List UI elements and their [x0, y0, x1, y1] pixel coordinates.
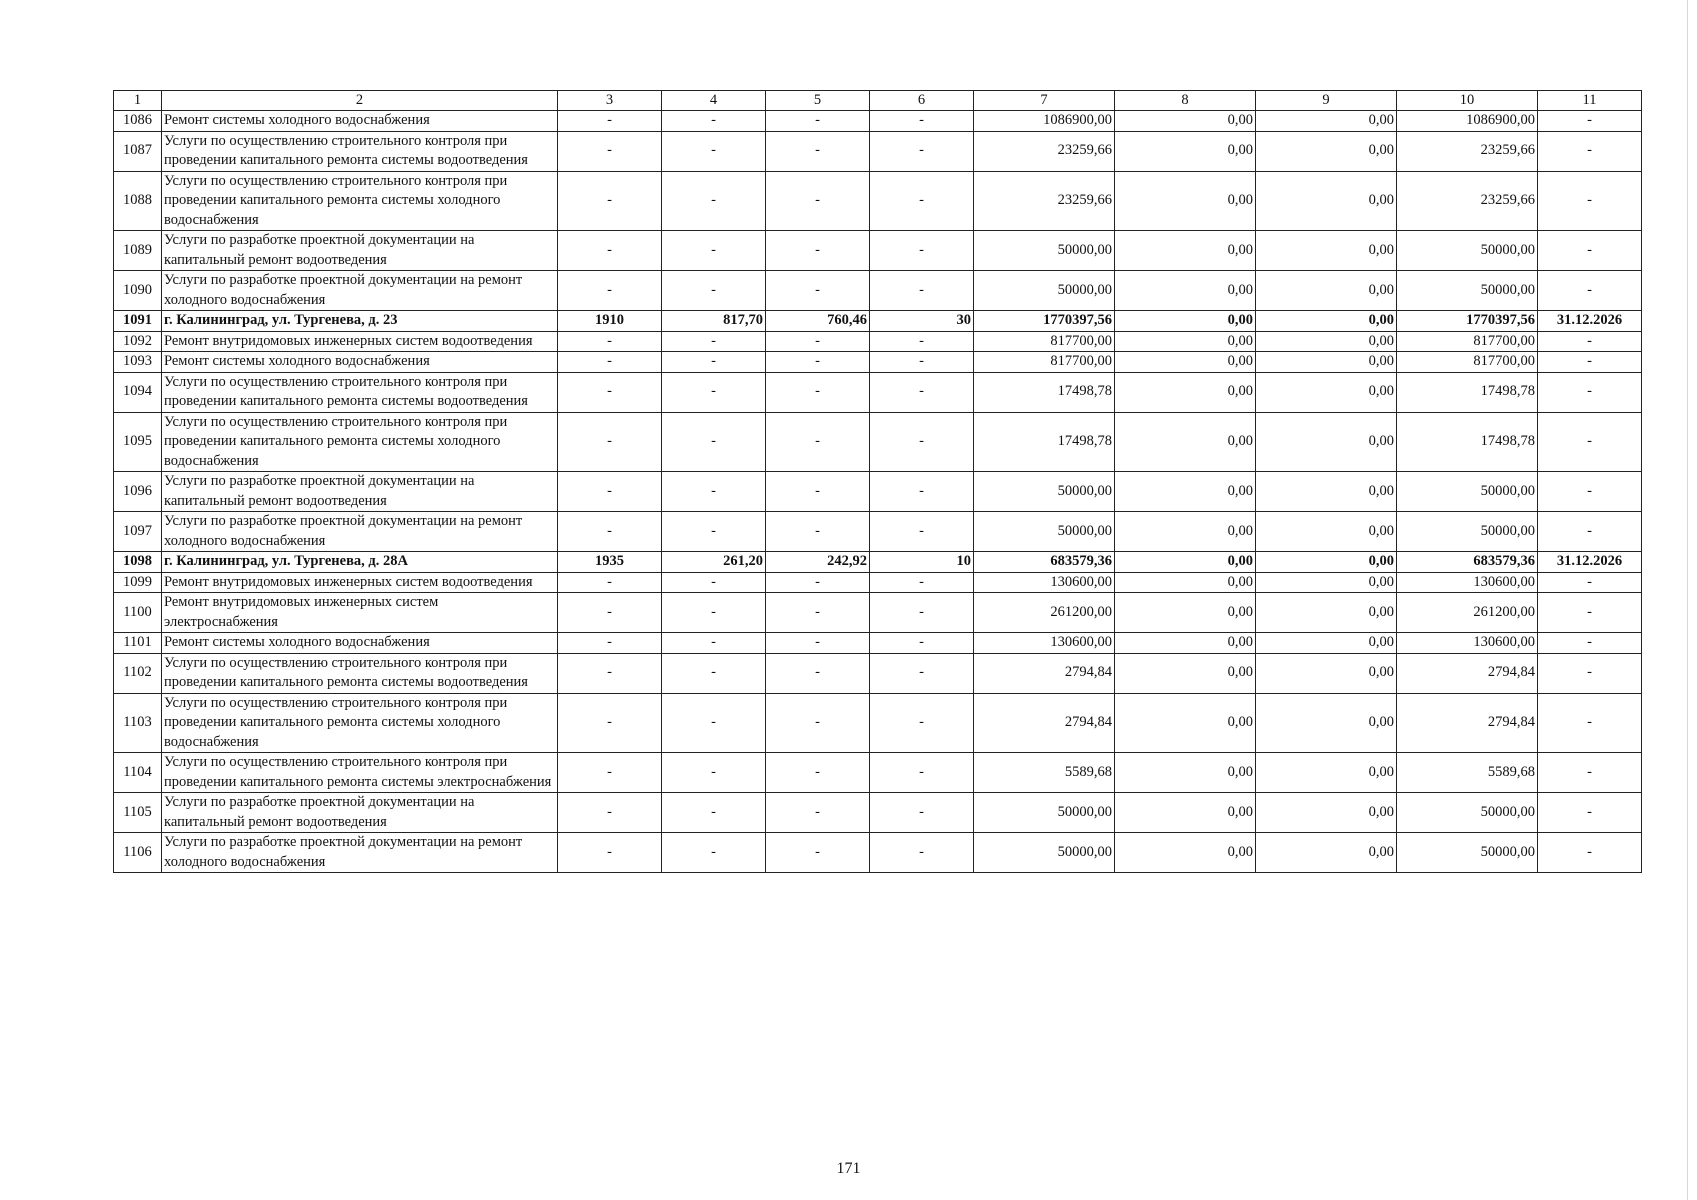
col10-amount: 130600,00 [1397, 572, 1538, 593]
col4-value: - [662, 753, 766, 793]
col6-value: - [870, 131, 974, 171]
row-number: 1096 [114, 472, 162, 512]
work-description: Услуги по разработке проектной документации на ремонт холодного водоснабжения [162, 833, 558, 873]
col5-value: - [766, 693, 870, 753]
col5-value: - [766, 512, 870, 552]
col5-value: - [766, 372, 870, 412]
col8-amount: 0,00 [1115, 833, 1256, 873]
table-row [114, 753, 1642, 793]
col4-value: - [662, 572, 766, 593]
col11-deadline: - [1538, 753, 1642, 793]
col4-value: - [662, 331, 766, 352]
work-description: Услуги по разработке проектной документации на капитальный ремонт водоотведения [162, 472, 558, 512]
work-description: Ремонт системы холодного водоснабжения [162, 633, 558, 654]
col8-amount: 0,00 [1115, 572, 1256, 593]
col7-amount: 683579,36 [974, 552, 1115, 573]
col10-amount: 5589,68 [1397, 753, 1538, 793]
col3-value: - [558, 111, 662, 132]
col5-value: - [766, 653, 870, 693]
col4-value: - [662, 693, 766, 753]
col5-value: - [766, 572, 870, 593]
col10-amount: 23259,66 [1397, 171, 1538, 231]
work-description: Услуги по осуществлению строительного контроля при проведении капитального ремонта системы водоотведения [162, 131, 558, 171]
col6-value: - [870, 633, 974, 654]
col11-deadline: - [1538, 271, 1642, 311]
col4-value: - [662, 231, 766, 271]
col5-value: - [766, 472, 870, 512]
col8-amount: 0,00 [1115, 271, 1256, 311]
col11-deadline: - [1538, 512, 1642, 552]
col11-deadline: - [1538, 331, 1642, 352]
col6-value: - [870, 231, 974, 271]
col3-value: - [558, 412, 662, 472]
col6-value: - [870, 833, 974, 873]
col7-amount: 817700,00 [974, 331, 1115, 352]
col9-amount: 0,00 [1256, 352, 1397, 373]
col11-deadline: - [1538, 472, 1642, 512]
col8-amount: 0,00 [1115, 231, 1256, 271]
col8-amount: 0,00 [1115, 472, 1256, 512]
table-row [114, 372, 1642, 412]
col3-value: - [558, 472, 662, 512]
table-row [114, 653, 1642, 693]
work-description: Услуги по осуществлению строительного контроля при проведении капитального ремонта системы холодного водоснабжения [162, 693, 558, 753]
col5-value: - [766, 171, 870, 231]
col3-value: - [558, 331, 662, 352]
col9-amount: 0,00 [1256, 271, 1397, 311]
table-row [114, 352, 1642, 373]
col11-deadline: - [1538, 412, 1642, 472]
col7-amount: 2794,84 [974, 653, 1115, 693]
row-number: 1097 [114, 512, 162, 552]
col6-value: - [870, 753, 974, 793]
col6-value: - [870, 331, 974, 352]
col9-amount: 0,00 [1256, 171, 1397, 231]
col3-value: - [558, 653, 662, 693]
col9-amount: 0,00 [1256, 833, 1397, 873]
col3-value: - [558, 171, 662, 231]
col10-amount: 50000,00 [1397, 231, 1538, 271]
col11-deadline: - [1538, 352, 1642, 373]
col4-value: - [662, 271, 766, 311]
row-number: 1093 [114, 352, 162, 373]
row-number: 1101 [114, 633, 162, 654]
col11-deadline: 31.12.2026 [1538, 311, 1642, 332]
col10-amount: 23259,66 [1397, 131, 1538, 171]
col7-amount: 5589,68 [974, 753, 1115, 793]
col3-value: - [558, 131, 662, 171]
col3-value: - [558, 512, 662, 552]
col7-amount: 1770397,56 [974, 311, 1115, 332]
work-description: Услуги по осуществлению строительного контроля при проведении капитального ремонта системы водоотведения [162, 653, 558, 693]
col4-value: - [662, 472, 766, 512]
row-number: 1095 [114, 412, 162, 472]
col10-amount: 2794,84 [1397, 653, 1538, 693]
col8-amount: 0,00 [1115, 331, 1256, 352]
row-number: 1100 [114, 593, 162, 633]
col5-value: 242,92 [766, 552, 870, 573]
col7-amount: 1086900,00 [974, 111, 1115, 132]
col8-amount: 0,00 [1115, 352, 1256, 373]
col4-value: - [662, 412, 766, 472]
row-number: 1104 [114, 753, 162, 793]
work-description: Услуги по разработке проектной документации на ремонт холодного водоснабжения [162, 271, 558, 311]
col9-amount: 0,00 [1256, 793, 1397, 833]
col3-value: - [558, 352, 662, 373]
work-description: Ремонт внутридомовых инженерных систем водоотведения [162, 331, 558, 352]
col4-value: - [662, 131, 766, 171]
work-description: Ремонт системы холодного водоснабжения [162, 352, 558, 373]
col10-amount: 261200,00 [1397, 593, 1538, 633]
col9-amount: 0,00 [1256, 693, 1397, 753]
col5-value: - [766, 131, 870, 171]
col11-deadline: - [1538, 572, 1642, 593]
table-row [114, 693, 1642, 753]
column-number-row [114, 91, 1642, 111]
row-number: 1091 [114, 311, 162, 332]
col3-value: - [558, 753, 662, 793]
work-description: Услуги по разработке проектной документации на капитальный ремонт водоотведения [162, 231, 558, 271]
col6-value: - [870, 271, 974, 311]
row-number: 1092 [114, 331, 162, 352]
row-number: 1086 [114, 111, 162, 132]
col7-amount: 130600,00 [974, 572, 1115, 593]
row-number: 1106 [114, 833, 162, 873]
col8-amount: 0,00 [1115, 552, 1256, 573]
col3-value: - [558, 793, 662, 833]
col3-value: - [558, 693, 662, 753]
col5-value: - [766, 833, 870, 873]
col3-value: 1910 [558, 311, 662, 332]
column-header: 11 [1538, 91, 1642, 111]
page-number: 171 [836, 1160, 861, 1177]
column-header: 1 [114, 91, 162, 111]
scan-edge-line [1687, 0, 1688, 1200]
table-row [114, 271, 1642, 311]
table-row [114, 331, 1642, 352]
col7-amount: 50000,00 [974, 793, 1115, 833]
col10-amount: 50000,00 [1397, 793, 1538, 833]
col5-value: - [766, 231, 870, 271]
col11-deadline: - [1538, 653, 1642, 693]
col8-amount: 0,00 [1115, 593, 1256, 633]
col6-value: - [870, 793, 974, 833]
col11-deadline: - [1538, 633, 1642, 654]
col6-value: - [870, 111, 974, 132]
col11-deadline: - [1538, 833, 1642, 873]
col11-deadline: - [1538, 793, 1642, 833]
col7-amount: 261200,00 [974, 593, 1115, 633]
col4-value: - [662, 593, 766, 633]
row-number: 1094 [114, 372, 162, 412]
col9-amount: 0,00 [1256, 512, 1397, 552]
col8-amount: 0,00 [1115, 111, 1256, 132]
col6-value: - [870, 512, 974, 552]
col3-value: - [558, 271, 662, 311]
col6-value: - [870, 653, 974, 693]
col3-value: - [558, 231, 662, 271]
col5-value: - [766, 331, 870, 352]
row-number: 1099 [114, 572, 162, 593]
row-number: 1102 [114, 653, 162, 693]
column-header: 9 [1256, 91, 1397, 111]
col10-amount: 50000,00 [1397, 512, 1538, 552]
work-description: Услуги по осуществлению строительного контроля при проведении капитального ремонта системы электроснабжения [162, 753, 558, 793]
col4-value: - [662, 633, 766, 654]
work-description: Услуги по осуществлению строительного контроля при проведении капитального ремонта системы водоотведения [162, 372, 558, 412]
col9-amount: 0,00 [1256, 633, 1397, 654]
col9-amount: 0,00 [1256, 111, 1397, 132]
table-row [114, 231, 1642, 271]
col7-amount: 50000,00 [974, 271, 1115, 311]
col10-amount: 17498,78 [1397, 372, 1538, 412]
col10-amount: 817700,00 [1397, 331, 1538, 352]
col8-amount: 0,00 [1115, 311, 1256, 332]
col10-amount: 17498,78 [1397, 412, 1538, 472]
col6-value: - [870, 572, 974, 593]
work-description: Услуги по разработке проектной документации на ремонт холодного водоснабжения [162, 512, 558, 552]
col10-amount: 2794,84 [1397, 693, 1538, 753]
col7-amount: 17498,78 [974, 372, 1115, 412]
column-header: 2 [162, 91, 558, 111]
col9-amount: 0,00 [1256, 593, 1397, 633]
col7-amount: 817700,00 [974, 352, 1115, 373]
col4-value: 261,20 [662, 552, 766, 573]
col3-value: - [558, 593, 662, 633]
col10-amount: 1086900,00 [1397, 111, 1538, 132]
col9-amount: 0,00 [1256, 572, 1397, 593]
col9-amount: 0,00 [1256, 372, 1397, 412]
col6-value: - [870, 593, 974, 633]
col9-amount: 0,00 [1256, 653, 1397, 693]
col11-deadline: - [1538, 693, 1642, 753]
col7-amount: 130600,00 [974, 633, 1115, 654]
col3-value: - [558, 572, 662, 593]
col8-amount: 0,00 [1115, 693, 1256, 753]
column-header: 8 [1115, 91, 1256, 111]
row-number: 1105 [114, 793, 162, 833]
col7-amount: 23259,66 [974, 171, 1115, 231]
col10-amount: 130600,00 [1397, 633, 1538, 654]
works-table [113, 90, 1642, 873]
col5-value: - [766, 753, 870, 793]
col8-amount: 0,00 [1115, 633, 1256, 654]
table-row [114, 833, 1642, 873]
table-row [114, 793, 1642, 833]
work-description: г. Калининград, ул. Тургенева, д. 28А [162, 552, 558, 573]
row-number: 1087 [114, 131, 162, 171]
col6-value: - [870, 171, 974, 231]
row-number: 1103 [114, 693, 162, 753]
col9-amount: 0,00 [1256, 311, 1397, 332]
col7-amount: 2794,84 [974, 693, 1115, 753]
col8-amount: 0,00 [1115, 653, 1256, 693]
col3-value: - [558, 372, 662, 412]
col8-amount: 0,00 [1115, 372, 1256, 412]
col11-deadline: - [1538, 111, 1642, 132]
column-header: 5 [766, 91, 870, 111]
table-row [114, 512, 1642, 552]
col10-amount: 50000,00 [1397, 833, 1538, 873]
table-row [114, 412, 1642, 472]
col4-value: 817,70 [662, 311, 766, 332]
col5-value: - [766, 352, 870, 373]
column-header: 6 [870, 91, 974, 111]
col4-value: - [662, 793, 766, 833]
work-description: Ремонт системы холодного водоснабжения [162, 111, 558, 132]
work-description: Услуги по осуществлению строительного контроля при проведении капитального ремонта системы холодного водоснабжения [162, 171, 558, 231]
table-row [114, 633, 1642, 654]
col5-value: - [766, 633, 870, 654]
col9-amount: 0,00 [1256, 472, 1397, 512]
col5-value: - [766, 271, 870, 311]
work-description: г. Калининград, ул. Тургенева, д. 23 [162, 311, 558, 332]
row-number: 1088 [114, 171, 162, 231]
col11-deadline: - [1538, 372, 1642, 412]
col7-amount: 50000,00 [974, 231, 1115, 271]
col9-amount: 0,00 [1256, 331, 1397, 352]
col8-amount: 0,00 [1115, 512, 1256, 552]
column-header: 3 [558, 91, 662, 111]
col7-amount: 50000,00 [974, 833, 1115, 873]
col6-value: - [870, 372, 974, 412]
col6-value: - [870, 472, 974, 512]
col5-value: - [766, 111, 870, 132]
col10-amount: 50000,00 [1397, 472, 1538, 512]
col8-amount: 0,00 [1115, 171, 1256, 231]
col5-value: - [766, 412, 870, 472]
col5-value: 760,46 [766, 311, 870, 332]
work-description: Услуги по разработке проектной документации на капитальный ремонт водоотведения [162, 793, 558, 833]
work-description: Услуги по осуществлению строительного контроля при проведении капитального ремонта системы холодного водоснабжения [162, 412, 558, 472]
col6-value: 10 [870, 552, 974, 573]
col7-amount: 50000,00 [974, 512, 1115, 552]
col6-value: - [870, 412, 974, 472]
col4-value: - [662, 171, 766, 231]
col11-deadline: - [1538, 131, 1642, 171]
col8-amount: 0,00 [1115, 753, 1256, 793]
col8-amount: 0,00 [1115, 131, 1256, 171]
address-row [114, 552, 1642, 573]
table-row [114, 472, 1642, 512]
col4-value: - [662, 833, 766, 873]
col9-amount: 0,00 [1256, 412, 1397, 472]
col10-amount: 683579,36 [1397, 552, 1538, 573]
col4-value: - [662, 352, 766, 373]
table-row [114, 593, 1642, 633]
col4-value: - [662, 653, 766, 693]
table-row [114, 111, 1642, 132]
col6-value: - [870, 352, 974, 373]
work-description: Ремонт внутридомовых инженерных систем водоотведения [162, 572, 558, 593]
col5-value: - [766, 793, 870, 833]
address-row [114, 311, 1642, 332]
col9-amount: 0,00 [1256, 552, 1397, 573]
col11-deadline: - [1538, 231, 1642, 271]
column-header: 7 [974, 91, 1115, 111]
col6-value: 30 [870, 311, 974, 332]
col7-amount: 50000,00 [974, 472, 1115, 512]
col11-deadline: - [1538, 593, 1642, 633]
col3-value: - [558, 633, 662, 654]
col9-amount: 0,00 [1256, 231, 1397, 271]
row-number: 1098 [114, 552, 162, 573]
table-row [114, 572, 1642, 593]
column-header: 4 [662, 91, 766, 111]
col10-amount: 50000,00 [1397, 271, 1538, 311]
row-number: 1089 [114, 231, 162, 271]
table-row [114, 171, 1642, 231]
col4-value: - [662, 111, 766, 132]
col8-amount: 0,00 [1115, 793, 1256, 833]
col7-amount: 17498,78 [974, 412, 1115, 472]
col3-value: 1935 [558, 552, 662, 573]
col9-amount: 0,00 [1256, 753, 1397, 793]
col6-value: - [870, 693, 974, 753]
col3-value: - [558, 833, 662, 873]
table-row [114, 131, 1642, 171]
row-number: 1090 [114, 271, 162, 311]
col10-amount: 817700,00 [1397, 352, 1538, 373]
col8-amount: 0,00 [1115, 412, 1256, 472]
col10-amount: 1770397,56 [1397, 311, 1538, 332]
work-description: Ремонт внутридомовых инженерных систем электроснабжения [162, 593, 558, 633]
col9-amount: 0,00 [1256, 131, 1397, 171]
col5-value: - [766, 593, 870, 633]
col11-deadline: - [1538, 171, 1642, 231]
col4-value: - [662, 372, 766, 412]
col11-deadline: 31.12.2026 [1538, 552, 1642, 573]
column-header: 10 [1397, 91, 1538, 111]
col4-value: - [662, 512, 766, 552]
col7-amount: 23259,66 [974, 131, 1115, 171]
